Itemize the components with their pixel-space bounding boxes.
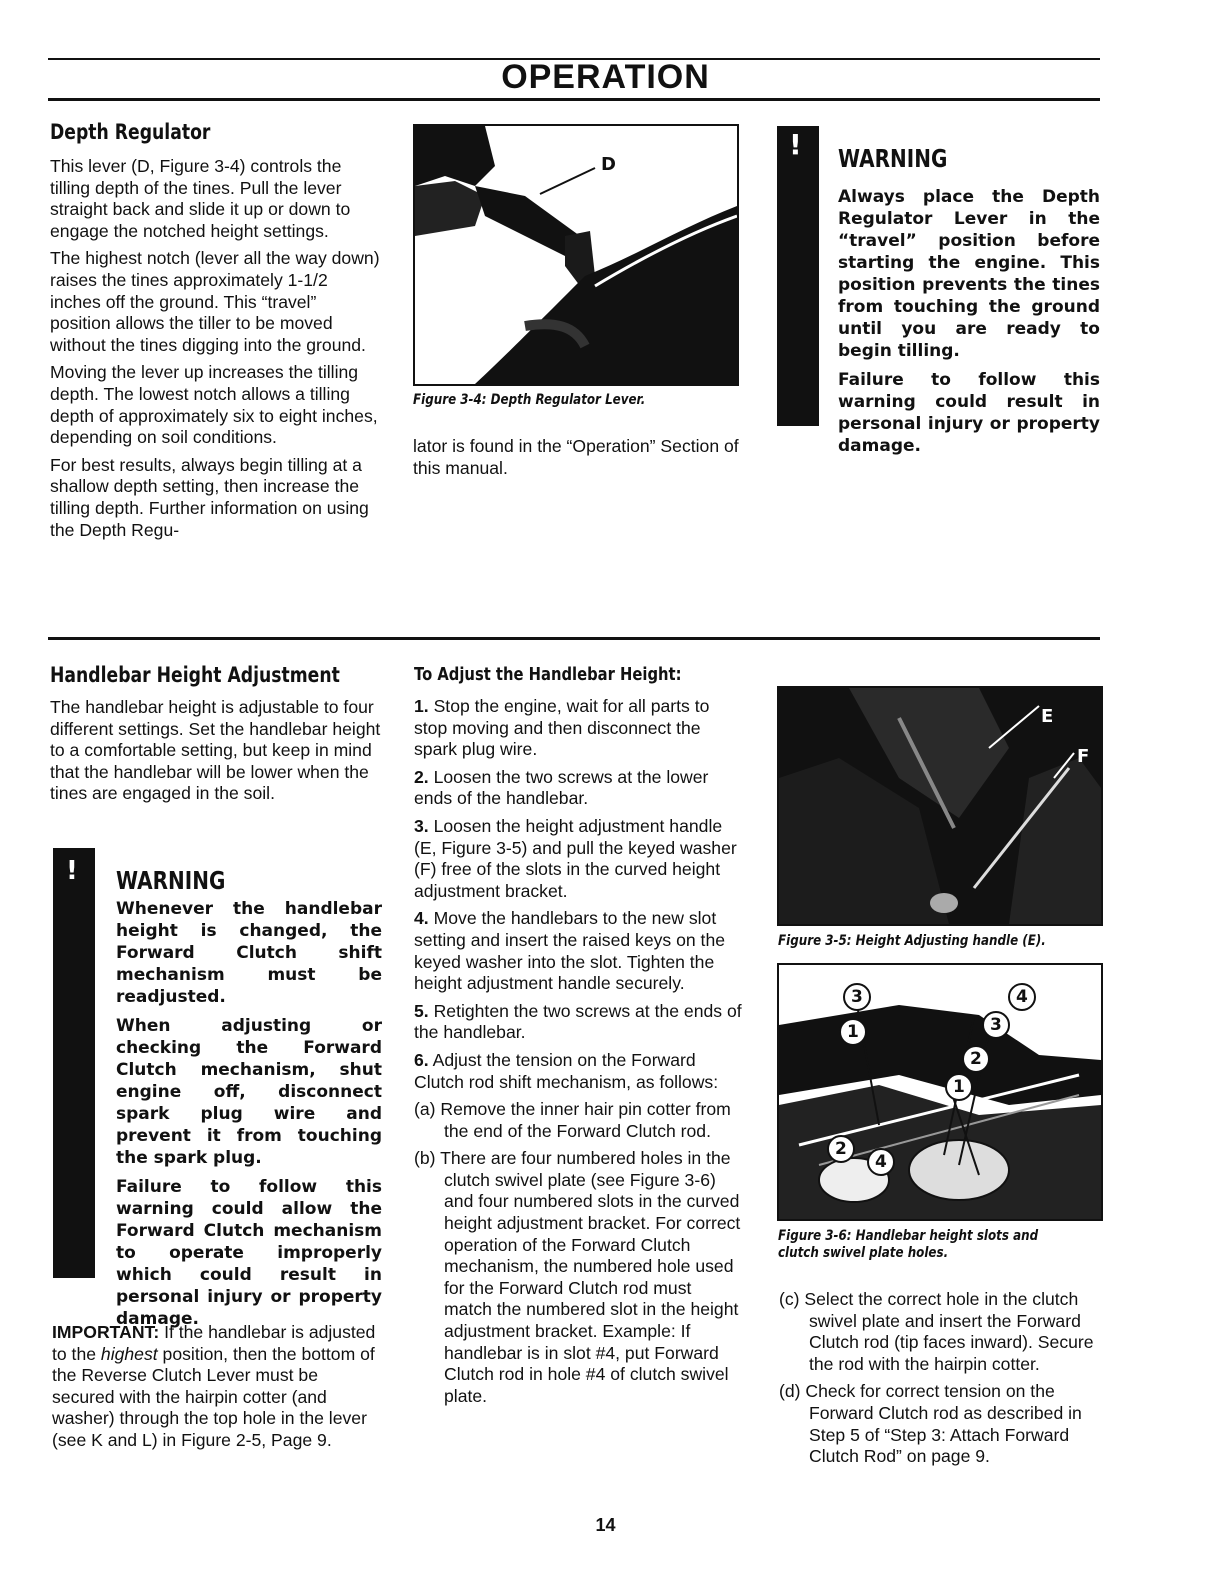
figure-3-4-caption: Figure 3-4: Depth Regulator Lever. (413, 392, 646, 408)
list-item (414, 767, 744, 810)
paragraph: The highest notch (lever all the way down) raises the tines approximately 1-1/2 inches off the ground. This “travel” position allows the tiller to be moved without the tines digging into the ground. (50, 248, 380, 355)
section-divider (48, 637, 1100, 640)
number-3: 3 (990, 1015, 1002, 1035)
figure-label-f: F (1077, 746, 1090, 767)
warning-paragraph: Always place the Depth Regulator Lever in the “travel” position before starting the engine. This position prevents the tines from touching the ground until you are ready to begin tilling. (838, 187, 1100, 361)
depth-regulator-body (50, 156, 380, 547)
exclamation-icon: ! (789, 128, 802, 161)
number-1: 1 (953, 1077, 965, 1097)
number-1: 1 (847, 1022, 859, 1042)
exclamation-icon: ! (66, 856, 78, 886)
header-bottom-rule (48, 98, 1100, 101)
caption-line: clutch swivel plate holes. (778, 1245, 949, 1261)
list-item (414, 908, 744, 994)
figure-label-e: E (1041, 706, 1054, 727)
warning-bar (777, 126, 819, 426)
important-note (52, 1322, 382, 1452)
step-text: Move the handlebars to the new slot setting and insert the raised keys on the keyed washer into the slot. Tighten the height adjustment handle securely. (414, 908, 726, 994)
step-number: 5. (414, 1000, 429, 1021)
figure-label-d: D (601, 154, 616, 175)
depth-regulator-photo (415, 126, 737, 384)
step-number: 3. (414, 815, 429, 836)
step-number: 1. (414, 696, 429, 716)
depth-regulator-continuation: lator is found in the “Operation” Section of this manual. (413, 436, 739, 478)
list-item: (c) Select the correct hole in the clutch swivel plate and insert the Forward Clutch rod (tip faces inward). Secure the rod with the hairpin cotter. (779, 1289, 1094, 1374)
step-number: 6. (414, 1049, 429, 1070)
step-text: Retighten the two screws at the ends of the handlebar. (414, 1000, 742, 1043)
step-number: 4. (414, 908, 429, 929)
caption-line: Figure 3-6: Handlebar height slots and (778, 1228, 1039, 1244)
number-3: 3 (851, 987, 863, 1007)
steps-heading: To Adjust the Handlebar Height: (414, 664, 682, 685)
step-text: Adjust the tension on the Forward Clutch rod shift mechanism, as follows: (414, 1049, 719, 1092)
list-item: (a) Remove the inner hair pin cotter from the end of the Forward Clutch rod. (414, 1099, 731, 1141)
list-item (414, 1050, 744, 1093)
figure-handlebar-slots (777, 963, 1103, 1221)
warning-paragraph: When adjusting or checking the Forward Clutch mechanism, shut engine off, disconnect spark plug wire and prevent it from touching the spark plug. (116, 1016, 382, 1168)
list-item: (d) Check for correct tension on the Forward Clutch rod as described in Step 5 of “Step 3: Attach Forward Clutch Rod” on page 9. (779, 1381, 1082, 1467)
section-title: OPERATION (501, 58, 710, 96)
warning-title: WARNING (838, 144, 948, 173)
warning-paragraph: Failure to follow this warning could result in personal injury or property damage. (838, 370, 1100, 456)
important-text: position, then the bottom of the Reverse Clutch Lever must be secured with the hairpin cotter (and washer) through the top hole in the lever (see K and L) in Figure 2-5, Page 9. (52, 1343, 375, 1450)
depth-regulator-heading: Depth Regulator (50, 120, 211, 144)
important-label: IMPORTANT: (52, 1322, 160, 1342)
number-4: 4 (875, 1152, 887, 1172)
substeps-right (779, 1289, 1101, 1474)
warning-paragraph: Whenever the handlebar height is changed, the Forward Clutch shift mechanism must be readjusted. (116, 899, 382, 1007)
list-item (414, 1001, 744, 1044)
paragraph: This lever (D, Figure 3-4) controls the tilling depth of the tines. Pull the lever straight back and slide it up or down to engage the notched height settings. (50, 156, 351, 241)
warning-paragraph: Failure to follow this warning could allow the Forward Clutch mechanism to operate improperly which could result in personal injury or property damage. (116, 1177, 382, 1329)
figure-3-6-caption (778, 1228, 1038, 1262)
figure-3-5-caption: Figure 3-5: Height Adjusting handle (E). (778, 933, 1046, 949)
step-text: Loosen the two screws at the lower ends of the handlebar. (414, 766, 709, 809)
warning-text (116, 898, 382, 1337)
page-number: 14 (595, 1515, 616, 1535)
step-text: Loosen the height adjustment handle (E, Figure 3-5) and pull the keyed washer (F) free of the slots in the curved height adjustment bracket. (414, 815, 737, 901)
important-text: If the handlebar is adjusted to the (52, 1322, 376, 1364)
handlebar-intro: The handlebar height is adjustable to four different settings. Set the handlebar height to a comfortable setting, but keep in mind that the handlebar will be lower when the tines are engaged in the soil. (50, 697, 381, 804)
list-item: (b) There are four numbered holes in the clutch swivel plate (see Figure 3-6) and four numbered slots in the curved height adjustment bracket. For correct operation of the Forward Clutch mechanism, the numbered hole used for the Forward Clutch rod must match the numbered slot in the height adjustment bracket. Example: If handlebar is in slot #4, put Forward Clutch rod in hole #4 of clutch swivel plate. (414, 1148, 741, 1406)
figure-depth-regulator-lever (413, 124, 739, 386)
step-text: Stop the engine, wait for all parts to stop moving and then disconnect the spark plug wire. (414, 696, 710, 760)
list-item (414, 816, 744, 902)
paragraph: Moving the lever up increases the tilling depth. The lowest notch allows a tilling depth of approximately six to eight inches, depending on soil conditions. (50, 362, 378, 448)
warning-text (838, 186, 1100, 464)
swivel-plate-photo (779, 965, 1101, 1219)
warning-title: WARNING (116, 866, 226, 895)
handlebar-heading: Handlebar Height Adjustment (50, 663, 340, 687)
important-emphasis: highest (100, 1343, 158, 1364)
list-item (414, 696, 744, 761)
figure-height-adjusting-handle (777, 686, 1103, 926)
warning-bar (53, 848, 95, 1278)
paragraph: For best results, always begin tilling at a shallow depth setting, then increase the tilling depth. Further information on using the Depth Regu- (50, 454, 369, 540)
number-2: 2 (835, 1139, 847, 1159)
number-4: 4 (1016, 987, 1028, 1007)
number-2: 2 (970, 1049, 982, 1069)
step-number: 2. (414, 766, 429, 787)
steps-list (414, 696, 744, 1413)
